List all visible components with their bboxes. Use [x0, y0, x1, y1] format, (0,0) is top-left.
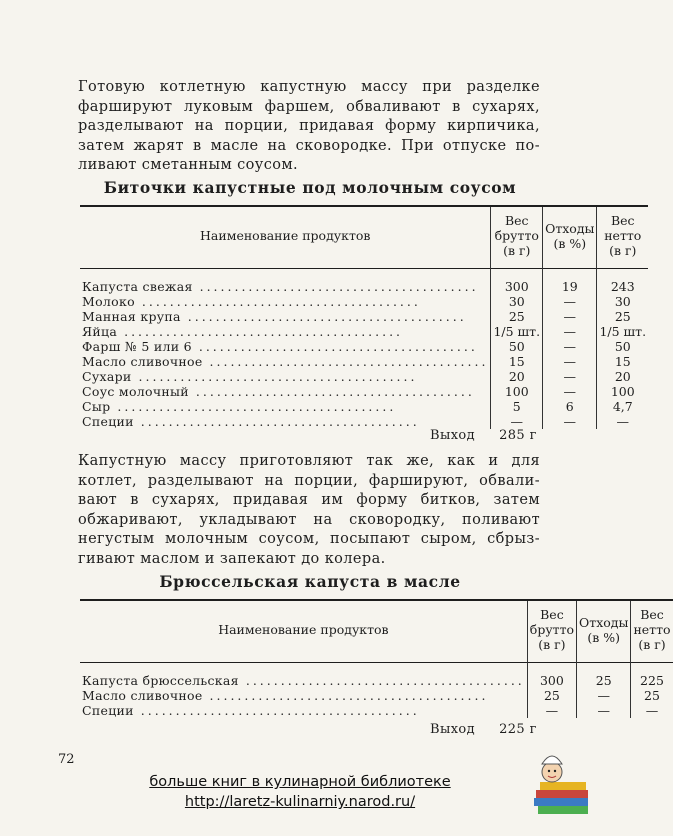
gross-weight: 20	[491, 369, 543, 384]
waste-percent: —	[543, 354, 597, 369]
product-name: Молоко ........................................	[82, 294, 421, 309]
net-weight: 25	[597, 309, 648, 324]
waste-percent: —	[543, 369, 597, 384]
table-row	[80, 663, 673, 689]
waste-percent: —	[543, 294, 597, 309]
waste-percent: —	[543, 414, 597, 429]
chef-books-logo-icon	[528, 744, 594, 816]
product-name: Яйца ........................................	[82, 324, 404, 339]
yield-value: 285 г	[499, 428, 537, 443]
intro-line: фаршируют луковым фаршем, обваливают в сухарях,	[78, 98, 540, 115]
header-gross-weight: Вес брутто (в г)	[491, 206, 543, 269]
method-line: обжаривают, укладывают на сковородку, поливают	[78, 511, 540, 528]
header-product-name: Наименование продуктов	[218, 622, 389, 637]
waste-percent: —	[543, 309, 597, 324]
method-line: вают в сухарях, придавая им форму битков, затем	[78, 492, 540, 508]
table-header-row	[80, 206, 648, 269]
product-name: Сухари ........................................	[82, 369, 418, 384]
gross-weight: 30	[491, 294, 543, 309]
waste-percent: —	[577, 688, 631, 703]
table-row	[80, 339, 648, 354]
net-weight: 50	[597, 339, 648, 354]
net-weight: 20	[597, 369, 648, 384]
table-row	[80, 703, 673, 718]
table-row	[80, 414, 648, 429]
waste-percent: —	[543, 339, 597, 354]
table-header-row	[80, 600, 673, 663]
product-name: Масло сливочное ........................................	[82, 354, 489, 369]
gross-weight: 25	[527, 688, 576, 703]
net-weight: 243	[597, 269, 648, 295]
net-weight: 25	[631, 688, 673, 703]
table-row	[80, 269, 648, 295]
net-weight: —	[631, 703, 673, 718]
gross-weight: —	[527, 703, 576, 718]
yield-value: 225 г	[499, 722, 537, 737]
net-weight: 225	[631, 663, 673, 689]
gross-weight: 1/5 шт.	[491, 324, 543, 339]
header-waste: Отходы (в %)	[543, 206, 597, 269]
gross-weight: —	[491, 414, 543, 429]
net-weight: —	[597, 414, 648, 429]
net-weight: 4,7	[597, 399, 648, 414]
table-row	[80, 399, 648, 414]
header-net-weight: Вес нетто (в г)	[597, 206, 648, 269]
waste-percent: —	[577, 703, 631, 718]
yield-label: Выход	[430, 428, 476, 443]
waste-percent: 25	[577, 663, 631, 689]
product-name: Капуста свежая ........................................	[82, 279, 479, 294]
table-row	[80, 294, 648, 309]
table-row	[80, 309, 648, 324]
intro-paragraph	[78, 78, 540, 176]
gross-weight: 300	[527, 663, 576, 689]
method-line: Капустную массу приготовляют так же, как и для	[78, 453, 540, 469]
net-weight: 100	[597, 384, 648, 399]
table-row	[80, 369, 648, 384]
net-weight: 1/5 шт.	[597, 324, 648, 339]
gross-weight: 100	[491, 384, 543, 399]
product-name: Фарш № 5 или 6 ........................................	[82, 339, 478, 354]
waste-percent: —	[543, 324, 597, 339]
gross-weight: 25	[491, 309, 543, 324]
method-line: котлет, разделывают на порции, фаршируют, обвали-	[78, 472, 540, 489]
intro-line: Готовую котлетную капустную массу при разделке	[78, 79, 540, 95]
product-name: Капуста брюссельская ........................................	[82, 673, 525, 688]
product-name: Специи ........................................	[82, 414, 420, 429]
gross-weight: 5	[491, 399, 543, 414]
page-number: 72	[58, 752, 75, 767]
footer-library-text: больше книг в кулинарной библиотеке	[149, 774, 451, 790]
product-name: Сыр ........................................	[82, 399, 397, 414]
intro-line: ливают сметанным соусом.	[78, 157, 299, 173]
product-name: Масло сливочное ........................................	[82, 688, 489, 703]
header-net-weight: Вес нетто (в г)	[631, 600, 673, 663]
recipe2-title: Брюссельская капуста в масле	[159, 572, 461, 591]
table-row	[80, 384, 648, 399]
recipe1-table	[80, 205, 648, 429]
recipe2-table	[80, 599, 673, 718]
product-name: Соус молочный ........................................	[82, 384, 475, 399]
intro-line: затем жарят в масле на сковородке. При отпуске по-	[78, 137, 540, 154]
table-row	[80, 688, 673, 703]
method-line: гивают маслом и запекают до колера.	[78, 550, 386, 567]
yield-label: Выход	[430, 722, 476, 737]
gross-weight: 300	[491, 269, 543, 295]
recipe2-yield	[430, 722, 537, 737]
header-gross-weight: Вес брутто (в г)	[527, 600, 576, 663]
header-waste: Отходы (в %)	[577, 600, 631, 663]
gross-weight: 15	[491, 354, 543, 369]
gross-weight: 50	[491, 339, 543, 354]
net-weight: 15	[597, 354, 648, 369]
waste-percent: 6	[543, 399, 597, 414]
recipe1-yield	[430, 428, 537, 443]
product-name: Манная крупа ........................................	[82, 309, 467, 324]
footer-library-link[interactable]: http://laretz-kulinarniy.narod.ru/	[184, 794, 416, 810]
waste-percent: —	[543, 384, 597, 399]
recipe1-title: Биточки капустные под молочным соусом	[103, 178, 517, 197]
table-row	[80, 324, 648, 339]
method-line: негустым молочным соусом, посыпают сыром, сбрыз-	[78, 531, 540, 547]
table-row	[80, 354, 648, 369]
method-paragraph	[78, 452, 540, 569]
net-weight: 30	[597, 294, 648, 309]
intro-line: разделывают на порции, придавая форму кирпичика,	[78, 118, 540, 134]
product-name: Специи ........................................	[82, 703, 420, 718]
waste-percent: 19	[543, 269, 597, 295]
header-product-name: Наименование продуктов	[200, 228, 371, 243]
